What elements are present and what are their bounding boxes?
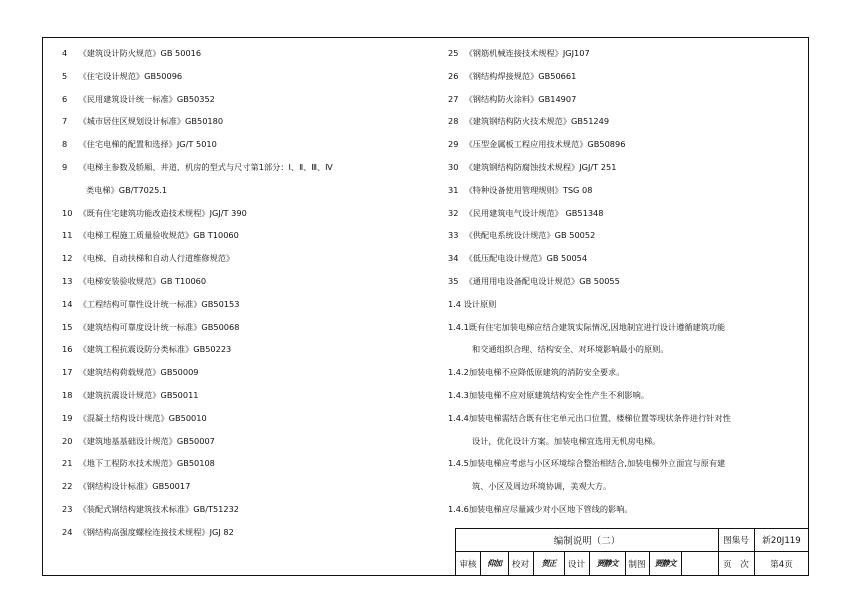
reference-text: 《电梯、自动扶梯和自动人行道维修规范》 — [78, 253, 235, 264]
principle-line: 筑、小区及周边环境协调，美观大方。 — [472, 481, 612, 492]
check-signature: 贺正 — [541, 558, 556, 568]
reference-number: 10 — [62, 207, 73, 218]
reference-item — [448, 48, 590, 59]
drawing-title: 编制说明（二） — [553, 536, 621, 547]
principle-line: 1.4.4加装电梯需结合既有住宅单元出口位置、楼梯位置等现状条件进行针对性 — [448, 412, 731, 423]
reference-text: 《低压配电设计规范》GB 50054 — [464, 253, 588, 264]
reference-text: 《通用用电设备配电设计规范》GB 50055 — [464, 276, 620, 286]
reference-number: 34 — [448, 253, 459, 264]
reference-item — [62, 253, 234, 264]
reference-text: 《钢筋机械连接技术规程》JGJ107 — [464, 48, 590, 58]
reference-text: 《电梯工程施工质量验收规范》GB T10060 — [78, 230, 239, 241]
principle-line: 设计，优化设计方案。加装电梯宜选用无机房电梯。 — [472, 435, 661, 446]
reference-item — [448, 253, 587, 264]
reference-item — [62, 230, 239, 241]
reference-item — [62, 481, 190, 492]
reference-item — [62, 390, 199, 401]
design-signature: 贾静文 — [596, 558, 618, 568]
principle-line: 1.4.5加装电梯应考虑与小区环境综合整治相结合,加装电梯外立面宜与原有建 — [448, 458, 726, 469]
reference-text: 《建筑结构荷载规范》GB50009 — [78, 367, 199, 378]
reference-number: 25 — [448, 48, 459, 58]
reference-text: 《特种设备使用管理规则》TSG 08 — [464, 184, 593, 195]
reference-number: 33 — [448, 230, 459, 241]
reference-text: 《建筑设计防火规范》GB 50016 — [78, 48, 202, 58]
reference-text: 《建筑钢结构防火技术规范》GB51249 — [464, 116, 610, 127]
reference-text: 《地下工程防水技术规范》GB50108 — [78, 458, 215, 469]
reference-text: 《城市居住区规划设计标准》GB50180 — [78, 116, 224, 127]
principle-line: 1.4.1既有住宅加装电梯应结合建筑实际情况,因地制宜进行设计遵循建筑功能 — [448, 321, 726, 332]
reference-number: 20 — [62, 435, 73, 446]
reference-number: 13 — [62, 276, 73, 286]
review-signature: 仰加 — [487, 558, 501, 568]
reference-number: 11 — [62, 230, 73, 241]
reference-text: 《混凝土结构设计规范》GB50010 — [78, 412, 207, 423]
reference-item — [62, 71, 182, 82]
reference-number: 30 — [448, 162, 459, 172]
reference-text: 《建筑地基基础设计规范》GB50007 — [78, 435, 215, 446]
reference-item — [448, 185, 592, 196]
reference-item — [62, 208, 247, 219]
reference-text: 《钢结构防火涂料》GB14907 — [464, 93, 577, 104]
reference-number: 18 — [62, 390, 73, 400]
reference-text: 《工程结构可靠性设计统一标准》GB50153 — [78, 298, 240, 309]
reference-item — [62, 185, 167, 196]
principle-line: 和交通组织合理、结构安全、对环境影响最小的原则。 — [472, 344, 669, 355]
reference-text: 类电梯》GB/T7025.1 — [86, 184, 168, 195]
reference-text: 《建筑结构可靠度设计统一标准》GB50068 — [78, 321, 240, 332]
reference-item — [62, 344, 231, 355]
reference-number: 21 — [62, 458, 73, 469]
reference-item — [62, 276, 206, 287]
reference-item — [448, 162, 616, 173]
check-label: 校对 — [511, 559, 530, 570]
reference-number: 12 — [62, 253, 73, 264]
reference-item — [62, 322, 239, 333]
reference-text: 《民用建筑电气设计规范》 GB51348 — [464, 207, 604, 218]
reference-text: 《压型金属板工程应用技术规范》GB50896 — [464, 139, 626, 150]
section-title: 1.4 设计原则 — [448, 298, 497, 309]
reference-item — [448, 230, 595, 241]
reference-number: 4 — [62, 48, 68, 58]
reference-text: 《建筑钢结构防腐蚀技术规程》JGJ/T 251 — [464, 162, 617, 172]
reference-item — [62, 504, 239, 515]
reference-text: 《民用建筑设计统一标准》GB50352 — [78, 93, 215, 104]
reference-item — [62, 48, 201, 59]
reference-number: 31 — [448, 184, 459, 195]
reference-number: 26 — [448, 70, 459, 81]
reference-number: 23 — [62, 504, 73, 514]
reference-number: 14 — [62, 298, 73, 309]
reference-number: 35 — [448, 276, 459, 286]
reference-item — [62, 94, 215, 105]
reference-number: 32 — [448, 207, 459, 218]
reference-text: 《住宅电梯的配置和选择》JG/T 5010 — [78, 139, 217, 150]
reference-item — [448, 116, 609, 127]
reference-number: 27 — [448, 93, 459, 104]
draw-label: 制图 — [628, 559, 646, 570]
reference-item — [448, 139, 625, 150]
reference-item — [62, 436, 215, 447]
reference-item — [62, 367, 199, 378]
reference-item — [62, 162, 333, 173]
reference-number: 8 — [62, 139, 68, 150]
reference-text: 《既有住宅建筑功能改造技术规程》JGJ/T 390 — [78, 207, 247, 218]
reference-number: 19 — [62, 412, 73, 423]
reference-item — [448, 71, 576, 82]
page-number: 第4页 — [770, 559, 793, 570]
draw-signature: 贾静文 — [654, 558, 676, 568]
reference-number: 24 — [62, 526, 73, 537]
principle-line: 1.4.3加装电梯不应对原建筑结构安全性产生不利影响。 — [448, 390, 649, 400]
atlas-label: 图集号 — [723, 536, 749, 546]
reference-text: 《供配电系统设计规范》GB 50052 — [464, 230, 596, 241]
reference-number: 9 — [62, 162, 68, 172]
reference-item — [448, 276, 620, 287]
reference-text: 《钢结构设计标准》GB50017 — [78, 481, 191, 492]
reference-item — [62, 299, 239, 310]
reference-number: 15 — [62, 321, 73, 332]
reference-number: 6 — [62, 93, 68, 104]
principle-line: 1.4.6加装电梯应尽量减少对小区地下管线的影响。 — [448, 504, 633, 514]
review-label: 审核 — [459, 559, 477, 570]
reference-text: 《电梯安装验收规范》GB T10060 — [78, 276, 207, 286]
reference-text: 《装配式钢结构建筑技术标准》GB/T51232 — [78, 504, 240, 514]
reference-number: 29 — [448, 139, 459, 150]
reference-text: 《电梯主参数及轿厢、井道、机房的型式与尺寸第1部分：Ⅰ、Ⅱ、Ⅲ、Ⅳ — [78, 162, 333, 172]
reference-item — [62, 139, 217, 150]
reference-text: 《建筑抗震设计规范》GB50011 — [78, 390, 199, 400]
reference-item — [62, 116, 223, 127]
principle-line: 1.4.2加装电梯不应降低原建筑的消防安全要求。 — [448, 367, 625, 378]
reference-number: 16 — [62, 344, 73, 355]
reference-text: 《建筑工程抗震设防分类标准》GB50223 — [78, 344, 232, 355]
reference-text: 《钢结构高强度螺栓连接技术规程》JGJ 82 — [78, 526, 234, 537]
reference-number: 7 — [62, 116, 68, 127]
reference-item — [62, 527, 234, 538]
design-label: 设计 — [567, 559, 586, 570]
atlas-number: 新20J119 — [762, 536, 801, 546]
reference-item — [448, 94, 576, 105]
reference-text: 《钢结构焊接规范》GB50661 — [464, 70, 577, 81]
reference-number: 17 — [62, 367, 73, 378]
reference-item — [448, 208, 603, 219]
title-block — [455, 528, 808, 575]
reference-item — [62, 413, 207, 424]
reference-number: 5 — [62, 70, 68, 81]
reference-item — [62, 458, 215, 469]
page-label: 页 次 — [723, 559, 749, 570]
reference-number: 22 — [62, 481, 73, 492]
reference-text: 《住宅设计规范》GB50096 — [78, 70, 183, 81]
reference-number: 28 — [448, 116, 459, 127]
